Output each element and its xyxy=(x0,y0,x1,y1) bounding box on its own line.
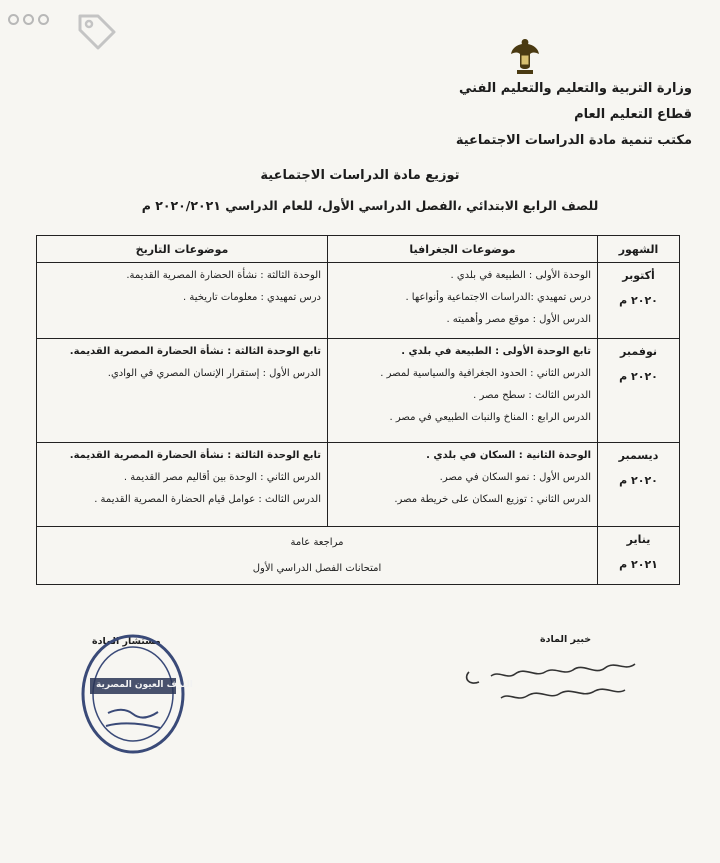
history-topic: الوحدة الثالثة : نشأة الحضارة المصرية القديمة. xyxy=(126,270,321,281)
handwritten-signature xyxy=(455,652,655,712)
year-label: ٢٠٢٠ م xyxy=(619,294,658,307)
eagle-emblem-icon xyxy=(508,36,542,76)
geography-topic: الدرس الثاني : الحدود الجغرافية والسياسية لمصر . xyxy=(380,368,591,379)
table-row xyxy=(37,263,680,339)
geography-cell xyxy=(328,443,598,527)
history-topic: درس تمهيدي : معلومات تاريخية . xyxy=(183,292,321,303)
geography-topic: الدرس الثالث : سطح مصر . xyxy=(473,390,591,401)
geography-topic: الوحدة الأولى : الطبيعة في بلدي . xyxy=(450,270,591,281)
history-cell xyxy=(37,263,328,339)
geography-topic: الدرس الأول : نمو السكان في مصر. xyxy=(439,472,591,483)
table-row xyxy=(37,527,680,585)
history-topic: الدرس الثالث : عوامل قيام الحضارة المصرية القديمة . xyxy=(94,494,321,505)
official-stamp xyxy=(78,628,188,758)
month-label: يناير xyxy=(626,533,651,546)
geography-cell xyxy=(328,263,598,339)
office-name: مكتب تنمية مادة الدراسات الاجتماعية xyxy=(455,133,692,148)
ministry-name: وزارة التربية والتعليم والتعليم الفني xyxy=(459,81,692,96)
history-header: موضوعات التاريخ xyxy=(37,236,328,263)
month-label: نوفمبر xyxy=(620,345,657,358)
review-label: مراجعة عامة xyxy=(290,536,344,548)
geography-topic: الدرس الثاني : توزيع السكان على خريطة مصر. xyxy=(394,494,591,505)
geography-header: موضوعات الجغرافيا xyxy=(328,236,598,263)
history-topic: تابع الوحدة الثالثة : نشأة الحضارة المصرية القديمة. xyxy=(69,450,321,461)
stamp-text: الترف العيون المصرية xyxy=(96,680,193,690)
document-header xyxy=(456,36,692,154)
year-label: ٢٠٢٠ م xyxy=(619,370,658,383)
month-cell xyxy=(598,339,680,443)
review-cell xyxy=(37,527,598,585)
geography-topic: الدرس الرابع : المناخ والنبات الطبيعي في مصر . xyxy=(389,412,591,423)
year-label: ٢٠٢١ م xyxy=(619,558,658,571)
exams-label: امتحانات الفصل الدراسي الأول xyxy=(252,562,382,574)
curriculum-table xyxy=(36,235,680,585)
expert-label: خبير المادة xyxy=(540,634,592,645)
geography-cell xyxy=(328,339,598,443)
table-row xyxy=(37,443,680,527)
geography-topic: الوحدة الثانية : السكان في بلدي . xyxy=(426,450,591,461)
tag-icon[interactable] xyxy=(74,10,118,52)
history-cell xyxy=(37,339,328,443)
more-options-icon[interactable] xyxy=(8,14,49,25)
month-header: الشهور xyxy=(598,236,680,263)
table-header-row xyxy=(37,236,680,263)
month-cell xyxy=(598,263,680,339)
history-topic: تابع الوحدة الثالثة : نشأة الحضارة المصرية القديمة. xyxy=(69,346,321,357)
month-cell xyxy=(598,527,680,585)
month-label: أكتوبر xyxy=(622,269,655,282)
document-subtitle: للصف الرابع الابتدائي ،الفصل الدراسي الأول، للعام الدراسي ٢٠٢٠/٢٠٢١ م xyxy=(141,198,599,213)
geography-topic: درس تمهيدي :الدراسات الاجتماعية وأنواعها . xyxy=(405,292,591,303)
month-label: ديسمبر xyxy=(618,449,659,462)
document-title: توزيع مادة الدراسات الاجتماعية xyxy=(260,168,460,183)
advisor-label: مستشار المادة xyxy=(92,636,161,647)
year-label: ٢٠٢٠ م xyxy=(619,474,658,487)
history-topic: الدرس الثاني : الوحدة بين أقاليم مصر القديمة . xyxy=(123,472,321,483)
geography-topic: تابع الوحدة الأولى : الطبيعة في بلدي . xyxy=(401,346,591,357)
geography-topic: الدرس الأول : موقع مصر وأهميته . xyxy=(446,314,591,325)
history-cell xyxy=(37,443,328,527)
sector-name: قطاع التعليم العام xyxy=(574,107,692,122)
month-cell xyxy=(598,443,680,527)
table-row xyxy=(37,339,680,443)
history-topic: الدرس الأول : إستقرار الإنسان المصري في الوادي. xyxy=(107,368,321,379)
